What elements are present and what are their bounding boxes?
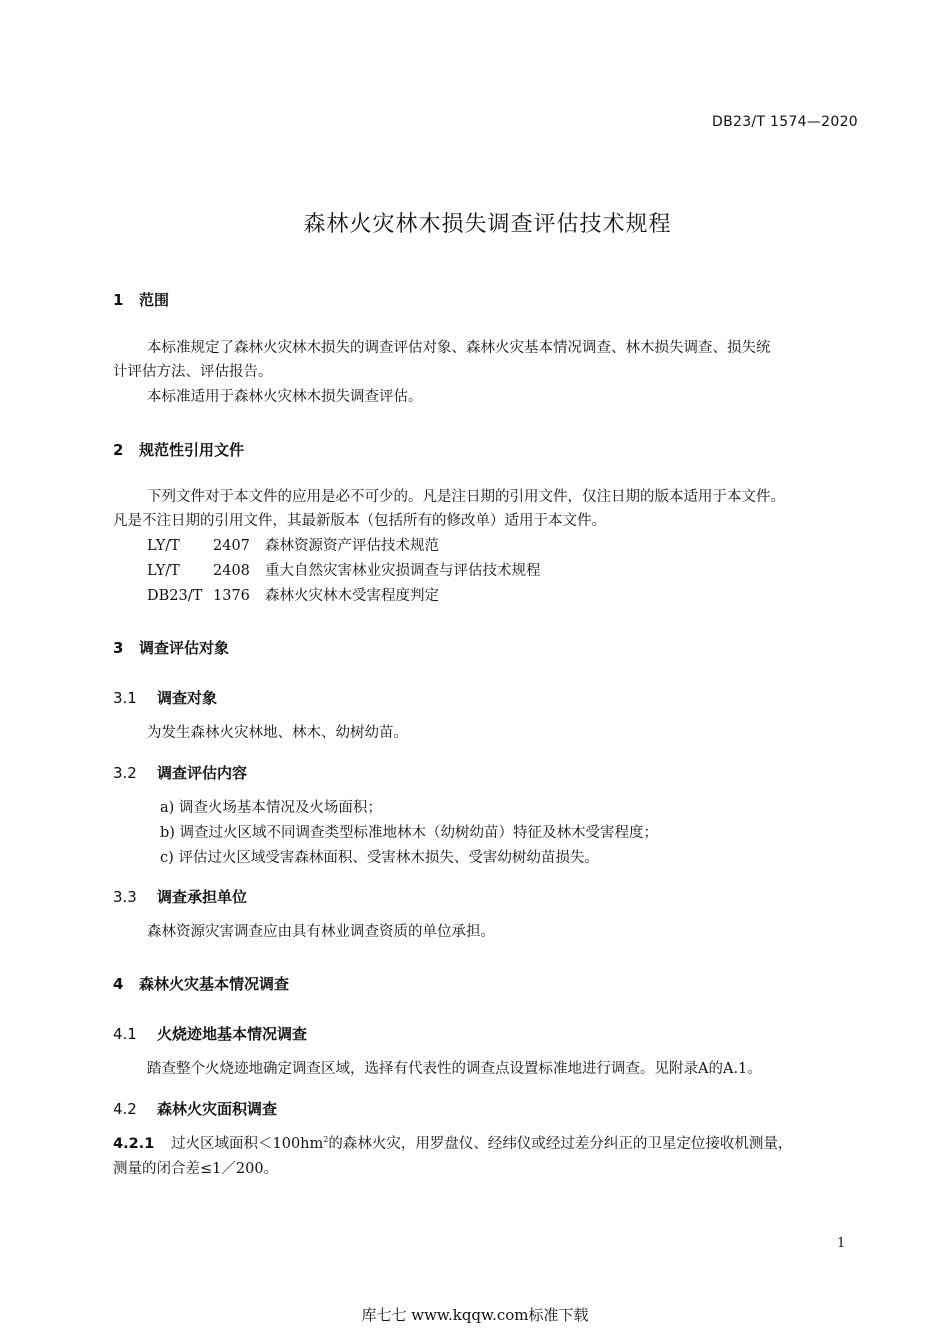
clause-4-2-1-line2: 测量的闭合差≤1／200。 xyxy=(113,1161,279,1177)
footer-watermark: 库七七 www.kqqw.com标准下载 xyxy=(361,1306,589,1324)
s2-para1-line2: 凡是不注日期的引用文件，其最新版本（包括所有的修改单）适用于本文件。 xyxy=(113,513,606,529)
subsection-3-3-heading xyxy=(113,886,247,907)
section-3-heading xyxy=(113,637,229,658)
list-item: c) 评估过火区域受害森林面积、受害林木损失、受害幼树幼苗损失。 xyxy=(160,850,599,866)
s2-para1-line1: 下列文件对于本文件的应用是必不可少的。凡是注日期的引用文件，仅注日期的版本适用于本文件。 xyxy=(147,489,785,505)
reference-code: LY/T xyxy=(147,538,180,554)
document-title: 森林火灾林木损失调查评估技术规程 xyxy=(303,212,672,237)
reference-item xyxy=(147,559,541,583)
s1-para2: 本标准适用于森林火灾林木损失调查评估。 xyxy=(147,389,423,405)
subsection-3-2-heading xyxy=(113,762,247,783)
clause-text: 过火区域面积＜100hm xyxy=(171,1136,324,1152)
section-title: 调查评估对象 xyxy=(139,639,230,657)
page-number: 1 xyxy=(837,1236,846,1251)
subsection-title: 火烧迹地基本情况调查 xyxy=(157,1025,308,1043)
reference-code: LY/T xyxy=(147,563,180,579)
section-number: 3 xyxy=(113,639,124,657)
s3-3-para: 森林资源灾害调查应由具有林业调查资质的单位承担。 xyxy=(147,924,495,940)
section-title: 范围 xyxy=(139,291,170,309)
subsection-number: 4.2 xyxy=(113,1100,137,1118)
subsection-3-1-heading xyxy=(113,687,217,708)
subsection-number: 3.2 xyxy=(113,764,137,782)
section-number: 2 xyxy=(113,441,124,459)
subsection-number: 3.1 xyxy=(113,689,137,707)
standard-code: DB23/T 1574—2020 xyxy=(712,114,858,130)
superscript: 2 xyxy=(323,1135,329,1145)
subsection-number: 3.3 xyxy=(113,888,137,906)
section-number: 4 xyxy=(113,975,124,993)
s1-para1-line1: 本标准规定了森林火灾林木损失的调查评估对象、森林火灾基本情况调查、林木损失调查、损失统 xyxy=(147,340,771,356)
subsection-4-1-heading xyxy=(113,1023,307,1044)
section-title: 森林火灾基本情况调查 xyxy=(139,975,290,993)
section-2-heading xyxy=(113,439,244,460)
list-item: b) 调查过火区域不同调查类型标准地林木（幼树幼苗）特征及林木受害程度； xyxy=(160,825,659,841)
reference-number: 1376 xyxy=(213,588,250,604)
reference-name: 森林火灾林木受害程度判定 xyxy=(265,588,439,604)
section-title: 规范性引用文件 xyxy=(139,441,245,459)
reference-item xyxy=(147,534,439,558)
reference-name: 森林资源资产评估技术规范 xyxy=(265,538,439,554)
reference-number: 2408 xyxy=(213,563,250,579)
subsection-4-2-heading xyxy=(113,1098,277,1119)
list-item: a) 调查火场基本情况及火场面积； xyxy=(160,800,382,816)
section-number: 1 xyxy=(113,291,124,309)
subsection-title: 森林火灾面积调查 xyxy=(157,1100,278,1118)
clause-4-2-1-line1 xyxy=(113,1132,792,1156)
clause-number: 4.2.1 xyxy=(113,1136,155,1152)
reference-code: DB23/T xyxy=(147,588,203,604)
s3-1-para: 为发生森林火灾林地、林木、幼树幼苗。 xyxy=(147,725,408,741)
s4-1-para: 踏查整个火烧迹地确定调查区域，选择有代表性的调查点设置标准地进行调查。见附录A的A.1。 xyxy=(147,1061,762,1077)
subsection-number: 4.1 xyxy=(113,1025,137,1043)
section-1-heading xyxy=(113,289,169,310)
s1-para1-line2: 计评估方法、评估报告。 xyxy=(113,364,273,380)
subsection-title: 调查评估内容 xyxy=(157,764,248,782)
clause-text: 的森林火灾，用罗盘仪、经纬仪或经过差分纠正的卫星定位接收机测量， xyxy=(328,1136,793,1152)
reference-item xyxy=(147,584,439,608)
section-4-heading xyxy=(113,973,289,994)
reference-number: 2407 xyxy=(213,538,250,554)
subsection-title: 调查承担单位 xyxy=(157,888,248,906)
reference-name: 重大自然灾害林业灾损调查与评估技术规程 xyxy=(265,563,541,579)
subsection-title: 调查对象 xyxy=(157,689,218,707)
